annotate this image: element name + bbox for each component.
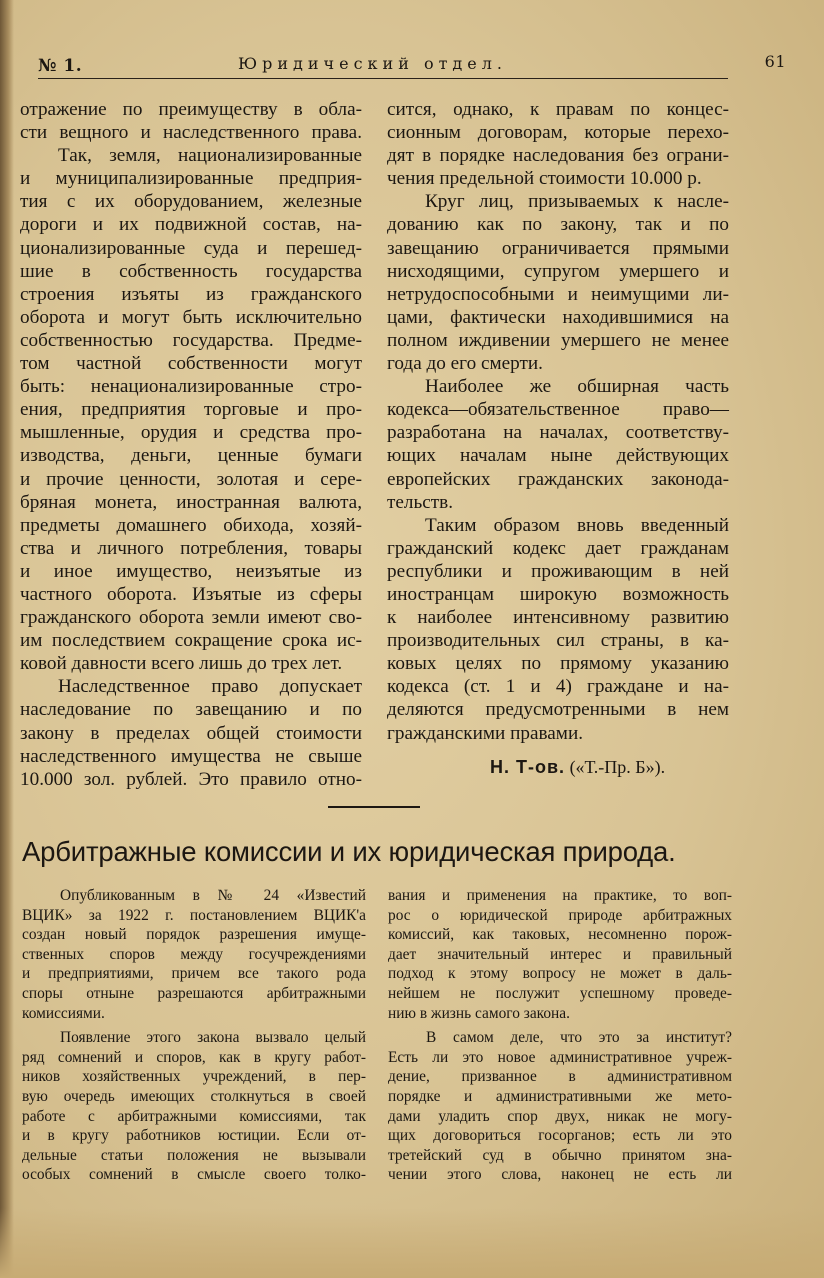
text-line: и в кругу работников юстиции. Если от- [22,1127,366,1145]
text-line: ения, предприятия торговые и про- [20,399,362,421]
text-line: Наследственное право допускает [58,676,362,698]
text-line: дами уладить спор двух, никак не могу- [388,1107,732,1125]
section-title: Юридический отдел. [238,54,507,73]
text-line: бряная монета, иностранная валюта, [20,491,362,513]
issue-number: № 1. [38,56,83,76]
article-divider [328,806,420,808]
text-line: вания и применения на практике, то воп- [388,887,732,904]
text-line: нию в жизнь самого закона. [388,1004,570,1022]
text-line: деляются предусмотренными в нем [387,699,729,721]
text-line: шие в собственность государства [20,260,362,282]
text-line: оборота и могут быть исключительно [20,306,362,328]
text-line: ников хозяйственных учреждений, в пер- [22,1068,366,1086]
text-line: им последствием сокращение срока ис- [20,630,362,652]
text-line: дает значительный интерес и правильный [388,945,732,963]
text-line: сится, однако, к правам по концес- [387,99,729,120]
text-line: строения изъяты из гражданского [20,283,362,305]
text-line: Круг лиц, призываемых к насле- [425,191,729,213]
text-line: частного оборота. Изъятые из сферы [20,583,362,605]
text-line: ковой давности всего лишь до трех лет. [20,653,343,675]
text-line: тельств. [387,491,453,513]
text-line: 10.000 зол. рублей. Это правило отно- [20,768,362,790]
page-bottom-stain [0,1208,824,1278]
text-line: ковых целях по прямому указанию [387,653,729,675]
text-line: нисходящими, супругом умершего и [387,260,729,282]
text-line: комиссий, как таковых, несомненно порож- [388,926,732,944]
signature-name: Н. Т-ов. [490,757,566,777]
text-line: закону в пределах общей стоимости [20,722,362,744]
text-line: к наиболее интенсивному развитию [387,607,729,629]
text-line: том частной собственности могут [20,353,362,375]
text-line: ряд сомнений и споров, как в кругу работ- [22,1048,366,1066]
text-line: Так, земля, национализированные [58,145,362,167]
text-line: гражданскими правами. [387,722,584,744]
text-line: наследственного имущества не свыше [20,745,362,767]
text-line: подход к этому вопросу не может в даль- [388,965,732,983]
text-line: Появление этого закона вызвало целый [60,1029,366,1047]
text-line: сти вещного и наследственного права. [20,122,362,144]
text-line: собственностью государства. Предме- [20,329,362,351]
text-line: республики и проживающим в ней [387,560,729,582]
text-line: года до его смерти. [387,353,543,375]
text-line: щих договориться госорганов; есть ли это [388,1127,732,1145]
text-line: дение, призванное в административном [388,1068,732,1086]
text-line: производительных сил страны, в ка- [387,630,729,652]
text-line: завещанию ограничивается прямыми [387,237,729,259]
text-line: быть: ненационализированные стро- [20,376,362,398]
text-line: и муниципализированные предприя- [20,168,362,190]
article1-right-column [387,98,729,745]
text-line: дороги и их подвижной состав, на- [20,214,362,236]
text-line: особых сомнений в смысле своего толко- [22,1166,366,1184]
text-line: ства и личного потребления, товары [20,537,362,559]
text-line: чении этого слова, наконец не есть ли [388,1166,732,1184]
text-line: чения предельной стоимости 10.000 р. [387,168,702,190]
text-line: предметы домашнего обихода, хозяй- [20,514,362,536]
text-line: дельные статьи положения не вызывали [22,1146,366,1164]
text-line: и прочие ценности, золотая и сере- [20,468,362,490]
running-header [38,50,786,80]
text-line: мышленные, орудия и средства про- [20,422,362,444]
text-line: наследование по завещанию и по [20,699,362,721]
text-line: гражданский кодекс дает гражданам [387,537,729,559]
text-line: кодекса (ст. 1 и 4) граждане и на- [387,676,729,698]
text-line: изводства, деньги, ценные бумаги [20,445,362,467]
article1-signature [490,757,665,778]
text-line: комиссиями. [22,1004,105,1022]
article1-left-column [20,98,362,791]
page-left-edge-shadow [0,0,14,1278]
text-line: цами, фактически находившимися на [387,306,729,328]
text-line: третейский суд в обычно принятом зна- [388,1146,732,1164]
text-line: иностранцам широкую возможность [387,583,729,605]
text-line: ющих началам ныне действующих [387,445,729,467]
text-line: разработана на началах, соответству- [387,422,729,444]
page-number: 61 [764,52,786,71]
text-line: и иное имущество, неизъятые из [20,560,362,582]
text-line: Есть ли это новое административное учреж- [388,1048,732,1066]
text-line: европейских гражданских законода- [387,468,729,490]
text-line: создан новый порядок разрешения имуще- [22,926,366,944]
text-line: вую очередь имеющих столкнуться в своей [22,1087,366,1105]
text-line: споры отныне разрешаются арбитражными [22,984,366,1002]
text-line: нейшем не послужит успешному проведе- [388,984,732,1002]
text-line: Наиболее же обширная часть [425,376,729,398]
article2-title: Арбитражные комиссии и их юридическая природа. [22,836,676,867]
text-line: и предприятиями, причем все такого рода [22,965,366,983]
signature-source: («Т.-Пр. Б»). [569,757,666,777]
text-line: тия с их оборудованием, железные [20,191,362,213]
text-line: сионным договорам, которые перехо- [387,122,729,144]
text-line: гражданского оборота земли имеют сво- [20,607,362,629]
text-line: ственных споров между госучреждениями [22,945,366,963]
text-line: Таким образом вновь введенный [425,514,729,536]
text-line: В самом деле, что это за институт? [426,1029,732,1047]
text-line: дят в порядке наследования без ограни- [387,145,729,167]
article2-right-column [388,886,732,1185]
text-line: ционализированные суда и перешед- [20,237,362,259]
text-line: нетрудоспособными и неимущими ли- [387,283,729,305]
text-line: рос о юридической природе арбитражных [388,906,732,924]
text-line: Опубликованным в № 24 «Известий [60,887,366,904]
text-line: кодекса—обязательственное право— [387,399,729,421]
text-line: работе с арбитражными комиссиями, так [22,1107,366,1125]
article2-left-column [22,886,366,1185]
text-line: дованию как по закону, так и по [387,214,729,236]
text-line: ВЦИК» за 1922 г. постановлением ВЦИК'а [22,906,366,924]
text-line: полном иждивении умершего не менее [387,329,729,351]
text-line: отражение по преимуществу в обла- [20,99,362,120]
text-line: порядке и административными же мето- [388,1087,732,1105]
header-rule [38,78,728,79]
